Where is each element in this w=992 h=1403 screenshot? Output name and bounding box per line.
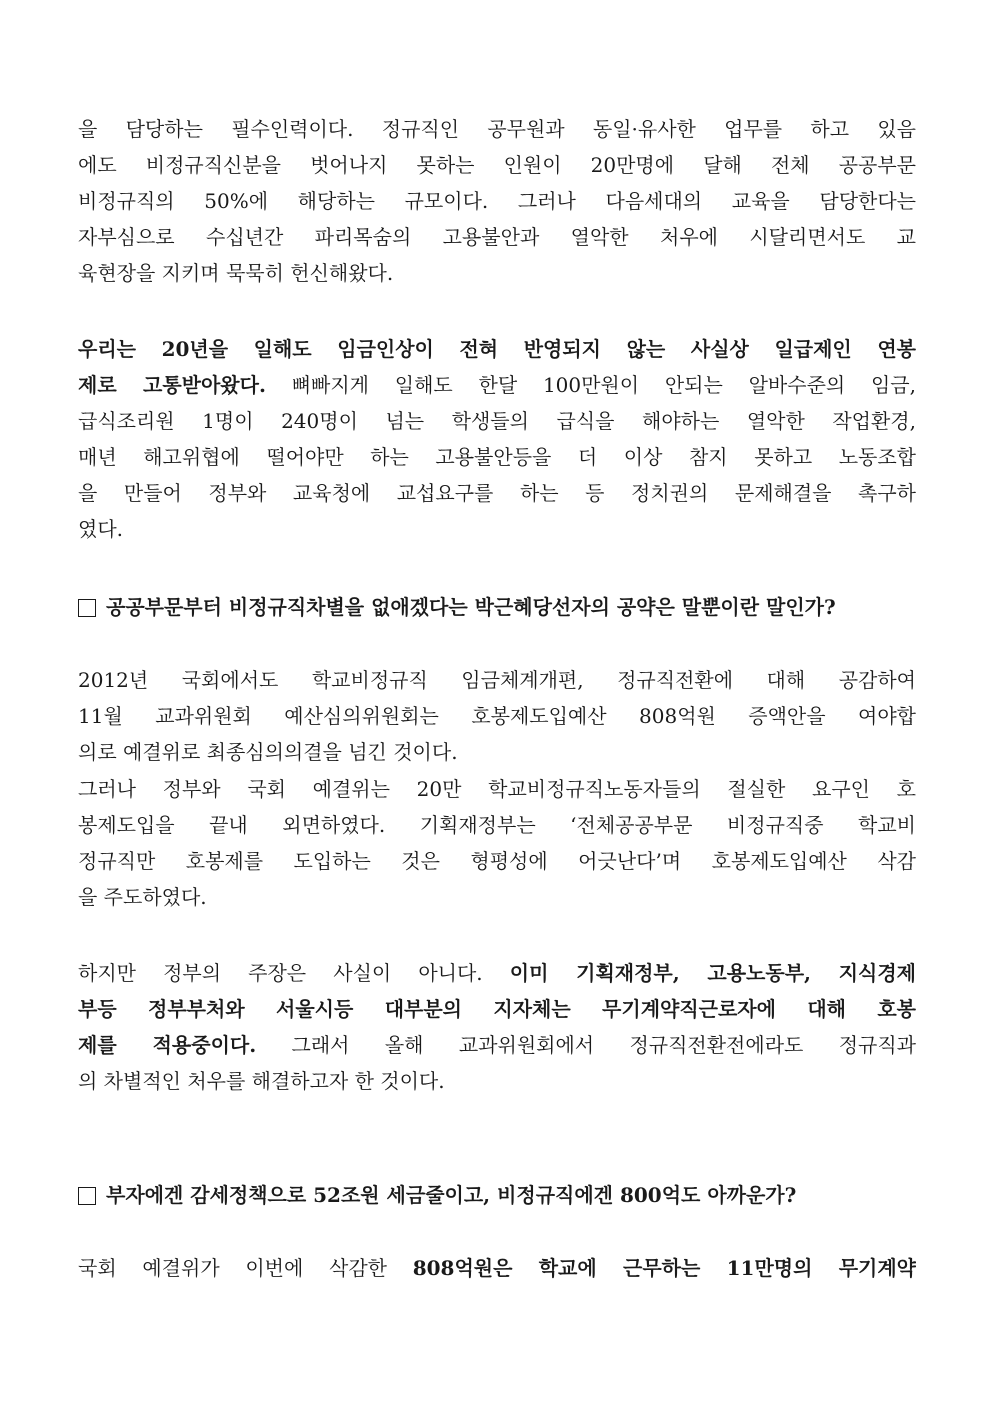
text-run: 2012년 국회에서도 학교비정규직 임금체계개편, 정규직전환에 대해 공감하여	[78, 668, 916, 692]
text-run: 육현장을 지키며 묵묵히 헌신해왔다.	[78, 261, 394, 285]
text-run: 였다.	[78, 517, 123, 541]
text-line	[78, 1063, 916, 1099]
text-line	[78, 439, 916, 475]
text-line	[78, 771, 916, 807]
paragraph-4	[78, 771, 916, 915]
text-run: 뼈빠지게 일해도 한달 100만원이 안되는 알바수준의 임금,	[265, 373, 916, 397]
bold-text-run: 808억원은 학교에 근무하는 11만명의 무기계약	[412, 1256, 916, 1280]
text-line	[78, 147, 916, 183]
text-line	[78, 367, 916, 403]
text-line	[78, 1250, 916, 1286]
text-line	[78, 219, 916, 255]
text-run: 자부심으로 수십년간 파리목숨의 고용불안과 열악한 처우에 시달리면서도 교	[78, 225, 916, 249]
text-run: 비정규직의 50%에 해당하는 규모이다. 그러나 다음세대의 교육을 담당한다는	[78, 189, 916, 213]
text-run: 11월 교과위원회 예산심의위원회는 호봉제도입예산 808억원 증액안을 여야합	[78, 704, 916, 728]
text-line	[78, 879, 916, 915]
paragraph-1	[78, 111, 916, 291]
bold-text-run: 제를 적용중이다.	[78, 1033, 257, 1057]
text-run: 을 만들어 정부와 교육청에 교섭요구를 하는 등 정치권의 문제해결을 촉구하	[78, 481, 916, 505]
text-run: 의 차별적인 처우를 해결하고자 한 것이다.	[78, 1069, 445, 1093]
text-run: 급식조리원 1명이 240명이 넘는 학생들의 급식을 해야하는 열악한 작업환경,	[78, 409, 916, 433]
text-line	[78, 662, 916, 698]
text-run: 그래서 올해 교과위원회에서 정규직전환전에라도 정규직과	[256, 1033, 916, 1057]
text-run: 을 담당하는 필수인력이다. 정규직인 공무원과 동일·유사한 업무를 하고 있음	[78, 117, 916, 141]
text-run: 하지만 정부의 주장은 사실이 아니다.	[78, 961, 510, 985]
section-heading-1-text: 공공부문부터 비정규직차별을 없애겠다는 박근혜당선자의 공약은 말뿐이란 말인가?	[106, 595, 836, 619]
text-line	[78, 1027, 916, 1063]
section-heading-2	[78, 1177, 916, 1213]
text-run: 그러나 정부와 국회 예결위는 20만 학교비정규직노동자들의 절실한 요구인 호	[78, 777, 916, 801]
paragraph-2	[78, 331, 916, 547]
text-line	[78, 331, 916, 367]
text-run: 에도 비정규직신분을 벗어나지 못하는 인원이 20만명에 달해 전체 공공부문	[78, 153, 916, 177]
text-line	[78, 807, 916, 843]
text-run: 봉제도입을 끝내 외면하였다. 기획재정부는 ‘전체공공부문 비정규직중 학교비	[78, 813, 916, 837]
text-line	[78, 475, 916, 511]
paragraph-6	[78, 1250, 916, 1286]
text-line	[78, 511, 916, 547]
text-line	[78, 403, 916, 439]
paragraph-3	[78, 662, 916, 770]
bold-text-run: 부등 정부부처와 서울시등 대부분의 지자체는 무기계약직근로자에 대해 호봉	[78, 997, 916, 1021]
text-line	[78, 734, 916, 770]
text-line	[78, 183, 916, 219]
text-line	[78, 111, 916, 147]
bold-text-run: 우리는 20년을 일해도 임금인상이 전혀 반영되지 않는 사실상 일급제인 연봉	[78, 337, 916, 361]
paragraph-5	[78, 955, 916, 1099]
text-line	[78, 698, 916, 734]
section-heading-1	[78, 589, 916, 625]
checkbox-square-icon	[78, 599, 96, 617]
text-run: 을 주도하였다.	[78, 885, 207, 909]
text-run: 의로 예결위로 최종심의의결을 넘긴 것이다.	[78, 740, 458, 764]
section-heading-2-text: 부자에겐 감세정책으로 52조원 세금줄이고, 비정규직에겐 800억도 아까운가?	[106, 1183, 797, 1207]
text-run: 정규직만 호봉제를 도입하는 것은 형평성에 어긋난다’며 호봉제도입예산 삭감	[78, 849, 916, 873]
text-run: 매년 해고위협에 떨어야만 하는 고용불안등을 더 이상 참지 못하고 노동조합	[78, 445, 916, 469]
checkbox-square-icon	[78, 1187, 96, 1205]
text-line	[78, 255, 916, 291]
bold-text-run: 제로 고통받아왔다.	[78, 373, 266, 397]
text-line	[78, 843, 916, 879]
bold-text-run: 이미 기획재정부, 고용노동부, 지식경제	[509, 961, 916, 985]
text-line	[78, 991, 916, 1027]
text-run: 국회 예결위가 이번에 삭감한	[78, 1256, 413, 1280]
text-line	[78, 955, 916, 991]
